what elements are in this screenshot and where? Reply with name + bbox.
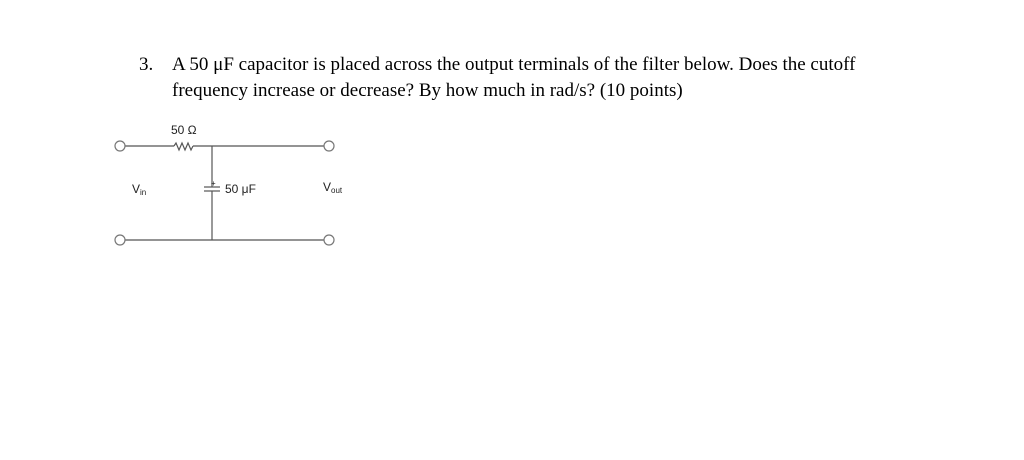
resistor-label: 50 Ω	[171, 123, 197, 137]
terminal-in-bottom	[115, 235, 125, 245]
vin-label-group	[132, 182, 146, 197]
vin-subscript: in	[140, 188, 147, 197]
terminal-out-bottom	[324, 235, 334, 245]
vin-label: V	[132, 182, 141, 196]
terminal-in-top	[115, 141, 125, 151]
vout-label: V	[323, 180, 332, 194]
terminal-out-top	[324, 141, 334, 151]
resistor-symbol	[174, 143, 193, 150]
question-number: 3.	[139, 54, 154, 75]
vout-label-group	[323, 180, 343, 195]
question-text: A 50 μF capacitor is placed across the output terminals of the filter below. Does the cutoff frequency increase or decrease? By how much in rad/s? (10 points)	[172, 54, 856, 101]
vout-subscript: out	[331, 186, 343, 195]
capacitor-label: 50 μF	[225, 182, 256, 196]
capacitor-polarity: +	[211, 179, 216, 188]
